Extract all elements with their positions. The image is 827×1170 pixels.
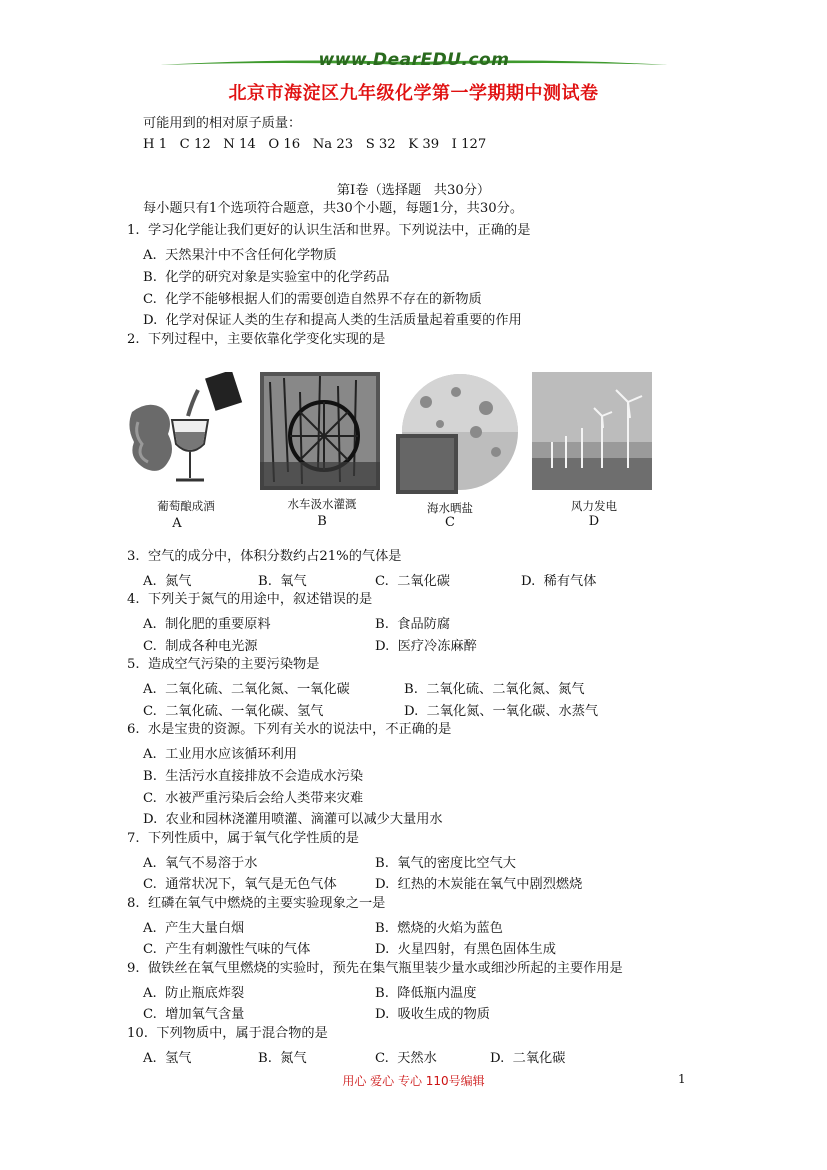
section-instructions: 每小题只有1个选项符合题意，共30个小题，每题1分，共30分。 — [143, 201, 524, 216]
question-6-stem: 6. 水是宝贵的资源。下列有关水的说法中，不正确的是 — [127, 722, 452, 737]
wine-glass-image — [122, 372, 250, 492]
question-1-option-c: C. 化学不能够根据人们的需要创造自然界不存在的新物质 — [143, 292, 482, 307]
figure-c-caption: 海水晒盐 — [427, 501, 473, 515]
question-10-option-d: D. 二氧化碳 — [490, 1051, 566, 1066]
question-9-stem: 9. 做铁丝在氧气里燃烧的实验时，预先在集气瓶里装少量水或细沙所起的主要作用是 — [127, 961, 623, 976]
question-9-option-a: A. 防止瓶底炸裂 — [143, 986, 245, 1001]
question-1-option-b: B. 化学的研究对象是实验室中的化学药品 — [143, 270, 390, 285]
figure-c-letter: C — [445, 515, 455, 530]
site-banner — [160, 50, 668, 76]
question-8-option-c: C. 产生有刺激性气味的气体 — [143, 942, 311, 957]
question-1-stem: 1. 学习化学能让我们更好的认识生活和世界。下列说法中，正确的是 — [127, 223, 531, 238]
question-8-option-b: B. 燃烧的火焰为蓝色 — [375, 921, 503, 936]
atomic-mass-values: H 1 C 12 N 14 O 16 Na 23 S 32 K 39 I 127 — [143, 137, 487, 152]
question-6-option-c: C. 水被严重污染后会给人类带来灾难 — [143, 791, 364, 806]
question-4-option-a: A. 制化肥的重要原料 — [143, 617, 271, 632]
figure-b — [260, 372, 390, 532]
figure-d-letter: D — [588, 514, 600, 529]
question-1-option-d: D. 化学对保证人类的生存和提高人类的生活质量起着重要的作用 — [143, 313, 522, 328]
question-5-option-c: C. 二氧化硫、一氧化碳、氢气 — [143, 704, 324, 719]
figure-a-letter: A — [172, 516, 182, 531]
question-3-option-a: A. 氮气 — [143, 574, 192, 589]
question-6-option-a: A. 工业用水应该循环利用 — [143, 747, 297, 762]
question-7-option-b: B. 氧气的密度比空气大 — [375, 856, 516, 871]
wind-power-image — [532, 372, 652, 490]
question-3-option-c: C. 二氧化碳 — [375, 574, 450, 589]
question-8-option-d: D. 火星四射，有黑色固体生成 — [375, 942, 556, 957]
question-4-option-c: C. 制成各种电光源 — [143, 639, 258, 654]
figure-b-caption: 水车汲水灌溉 — [287, 497, 357, 511]
page-title: 北京市海淀区九年级化学第一学期期中测试卷 — [228, 83, 599, 104]
question-9-option-c: C. 增加氧气含量 — [143, 1007, 245, 1022]
page-number: 1 — [678, 1072, 686, 1086]
question-10-option-b: B. 氮气 — [258, 1051, 307, 1066]
question-1-option-a: A. 天然果汁中不含任何化学物质 — [143, 248, 337, 263]
question-4-option-b: B. 食品防腐 — [375, 617, 451, 632]
figure-a — [122, 372, 252, 532]
question-7-option-d: D. 红热的木炭能在氧气中剧烈燃烧 — [375, 877, 583, 892]
question-7-stem: 7. 下列性质中，属于氧气化学性质的是 — [127, 831, 359, 846]
question-3-option-d: D. 稀有气体 — [521, 574, 597, 589]
question-6-option-d: D. 农业和园林浇灌用喷灌、滴灌可以减少大量用水 — [143, 812, 443, 827]
question-4-stem: 4. 下列关于氮气的用途中，叙述错误的是 — [127, 592, 373, 607]
question-5-option-d: D. 二氧化氮、一氧化碳、水蒸气 — [404, 704, 599, 719]
section-heading: 第Ⅰ卷（选择题 共30分） — [336, 183, 491, 198]
water-wheel-image — [260, 372, 380, 490]
question-5-option-a: A. 二氧化硫、二氧化氮、一氧化碳 — [143, 682, 350, 697]
sea-salt-image — [396, 372, 518, 494]
question-6-option-b: B. 生活污水直接排放不会造成水污染 — [143, 769, 364, 784]
question-7-option-a: A. 氧气不易溶于水 — [143, 856, 258, 871]
question-4-option-d: D. 医疗冷冻麻醉 — [375, 639, 477, 654]
question-8-stem: 8. 红磷在氧气中燃烧的主要实验现象之一是 — [127, 896, 386, 911]
atomic-mass-label: 可能用到的相对原子质量： — [143, 116, 302, 131]
figure-b-letter: B — [317, 514, 327, 529]
figure-a-caption: 葡萄酿成酒 — [157, 499, 215, 513]
question-9-option-b: B. 降低瓶内温度 — [375, 986, 477, 1001]
question-10-stem: 10. 下列物质中，属于混合物的是 — [127, 1026, 328, 1041]
question-9-option-d: D. 吸收生成的物质 — [375, 1007, 490, 1022]
question-5-stem: 5. 造成空气污染的主要污染物是 — [127, 657, 320, 672]
footer-slogan: 用心 爱心 专心 110号编辑 — [342, 1074, 485, 1088]
site-url[interactable]: www.DearEDU.com — [318, 50, 510, 70]
question-8-option-a: A. 产生大量白烟 — [143, 921, 245, 936]
question-3-option-b: B. 氧气 — [258, 574, 307, 589]
figure-c — [396, 372, 522, 532]
question-2-stem: 2. 下列过程中，主要依靠化学变化实现的是 — [127, 332, 386, 347]
question-10-option-a: A. 氢气 — [143, 1051, 192, 1066]
figure-d — [532, 372, 656, 532]
question-3-stem: 3. 空气的成分中，体积分数约占21%的气体是 — [127, 549, 402, 564]
question-10-option-c: C. 天然水 — [375, 1051, 437, 1066]
question-5-option-b: B. 二氧化硫、二氧化氮、氮气 — [404, 682, 585, 697]
question-7-option-c: C. 通常状况下，氧气是无色气体 — [143, 877, 337, 892]
figure-d-caption: 风力发电 — [571, 499, 617, 513]
